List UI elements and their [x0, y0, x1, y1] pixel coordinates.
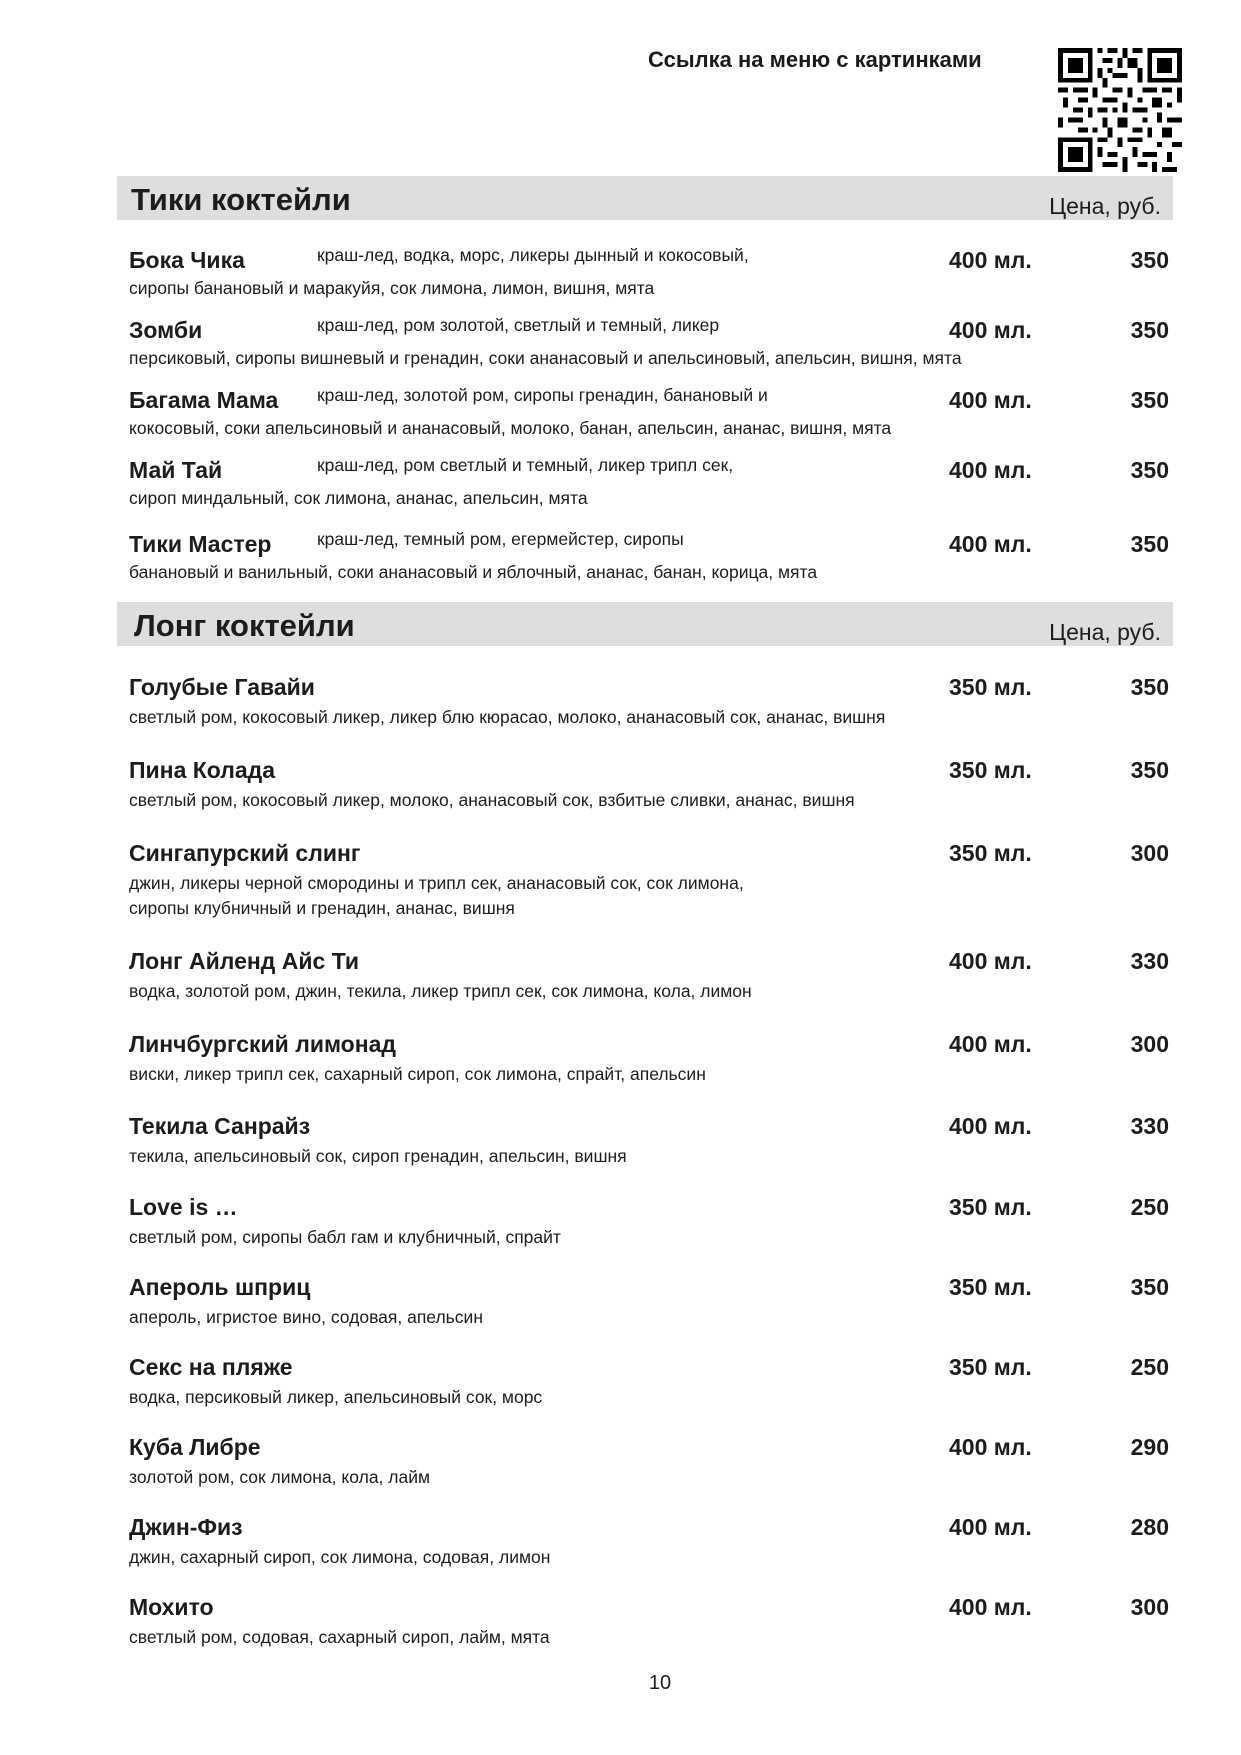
item-volume: 400 мл. — [949, 457, 1032, 483]
item-volume: 400 мл. — [949, 1031, 1032, 1057]
item-name: Май Тай — [129, 457, 223, 483]
item-description: текила, апельсиновый сок, сироп гренадин, апельсин, вишня — [129, 1146, 627, 1166]
item-description: краш-лед, ром золотой, светлый и темный, ликер — [317, 315, 720, 335]
price-column-header: Цена, руб. — [1049, 619, 1161, 645]
section-header-tiki — [117, 176, 1173, 220]
item-volume: 350 мл. — [949, 1274, 1032, 1300]
item-price: 250 — [1130, 1354, 1169, 1380]
item-price: 350 — [1130, 387, 1169, 413]
section-title: Тики коктейли — [131, 182, 351, 217]
qr-code-icon[interactable] — [1058, 48, 1182, 172]
item-volume: 350 мл. — [949, 674, 1032, 700]
item-price: 350 — [1130, 674, 1169, 700]
item-name: Пина Колада — [129, 757, 276, 783]
item-description: джин, ликеры черной смородины и трипл сек, ананасовый сок, сок лимона, сиропы клубничный и гренадин, ананас, вишня — [129, 873, 744, 918]
item-price: 350 — [1130, 317, 1169, 343]
item-description: краш-лед, водка, морс, ликеры дынный и кокосовый, — [317, 245, 749, 265]
item-price: 330 — [1130, 948, 1169, 974]
item-name: Сингапурский слинг — [129, 840, 361, 866]
item-price: 300 — [1130, 840, 1169, 866]
item-description: краш-лед, темный ром, егермейстер, сиропы — [317, 529, 684, 549]
item-name: Апероль шприц — [129, 1274, 311, 1300]
price-column-header: Цена, руб. — [1049, 193, 1161, 219]
item-volume: 350 мл. — [949, 1194, 1032, 1220]
item-description: светлый ром, кокосовый ликер, ликер блю кюрасао, молоко, ананасовый сок, ананас, вишня — [129, 707, 886, 727]
item-description: водка, персиковый ликер, апельсиновый сок, морс — [129, 1387, 543, 1407]
item-description: краш-лед, золотой ром, сиропы гренадин, банановый и — [317, 385, 768, 405]
item-name: Бока Чика — [129, 247, 245, 273]
section-title: Лонг коктейли — [134, 608, 355, 643]
item-volume: 400 мл. — [949, 948, 1032, 974]
item-name: Куба Либре — [129, 1434, 261, 1460]
item-price: 350 — [1130, 531, 1169, 557]
item-name: Лонг Айленд Айс Ти — [129, 948, 360, 974]
item-description: джин, сахарный сироп, сок лимона, содовая, лимон — [129, 1547, 551, 1567]
item-price: 350 — [1130, 757, 1169, 783]
item-volume: 400 мл. — [949, 387, 1032, 413]
item-name: Мохито — [129, 1594, 214, 1620]
item-description: персиковый, сиропы вишневый и гренадин, соки ананасовый и апельсиновый, апельсин, вишня, мята — [129, 348, 962, 368]
item-price: 350 — [1130, 1274, 1169, 1300]
item-price: 280 — [1130, 1514, 1169, 1540]
item-description: апероль, игристое вино, содовая, апельсин — [129, 1307, 483, 1327]
item-name: Текила Санрайз — [129, 1113, 311, 1139]
item-price: 300 — [1130, 1594, 1169, 1620]
item-volume: 400 мл. — [949, 247, 1032, 273]
item-volume: 400 мл. — [949, 1434, 1032, 1460]
item-name: Зомби — [129, 317, 203, 343]
item-price: 330 — [1130, 1113, 1169, 1139]
item-volume: 350 мл. — [949, 840, 1032, 866]
item-price: 350 — [1130, 247, 1169, 273]
item-description: банановый и ванильный, соки ананасовый и яблочный, ананас, банан, корица, мята — [129, 562, 818, 582]
item-price: 300 — [1130, 1031, 1169, 1057]
item-name: Секс на пляже — [129, 1354, 293, 1380]
qr-link-label: Ссылка на меню с картинками — [648, 47, 982, 72]
item-description: кокосовый, соки апельсиновый и ананасовый, молоко, банан, апельсин, ананас, вишня, мята — [129, 418, 892, 438]
item-description: краш-лед, ром светлый и темный, ликер трипл сек, — [317, 455, 734, 475]
item-description: сиропы банановый и маракуйя, сок лимона, лимон, вишня, мята — [129, 278, 655, 298]
item-name: Багама Мама — [129, 387, 279, 413]
item-name: Тики Мастер — [129, 531, 272, 557]
item-name: Love is … — [129, 1194, 238, 1220]
item-price: 350 — [1130, 457, 1169, 483]
item-description: виски, ликер трипл сек, сахарный сироп, сок лимона, спрайт, апельсин — [129, 1064, 706, 1084]
item-price: 290 — [1130, 1434, 1169, 1460]
item-description: светлый ром, кокосовый ликер, молоко, ананасовый сок, взбитые сливки, ананас, вишня — [129, 790, 855, 810]
item-volume: 350 мл. — [949, 757, 1032, 783]
item-name: Джин-Физ — [129, 1514, 243, 1540]
item-description: светлый ром, содовая, сахарный сироп, лайм, мята — [129, 1627, 550, 1647]
page-number: 10 — [648, 1672, 672, 1694]
item-volume: 400 мл. — [949, 1514, 1032, 1540]
item-description: водка, золотой ром, джин, текила, ликер трипл сек, сок лимона, кола, лимон — [129, 981, 752, 1001]
item-volume: 400 мл. — [949, 1113, 1032, 1139]
section-header-long — [117, 602, 1173, 646]
item-name: Голубые Гавайи — [129, 674, 315, 700]
item-volume: 400 мл. — [949, 531, 1032, 557]
item-price: 250 — [1130, 1194, 1169, 1220]
item-name: Линчбургский лимонад — [129, 1031, 397, 1057]
item-volume: 350 мл. — [949, 1354, 1032, 1380]
item-volume: 400 мл. — [949, 1594, 1032, 1620]
item-volume: 400 мл. — [949, 317, 1032, 343]
item-description: сироп миндальный, сок лимона, ананас, апельсин, мята — [129, 488, 588, 508]
item-description: светлый ром, сиропы бабл гам и клубничный, спрайт — [129, 1227, 561, 1247]
item-description: золотой ром, сок лимона, кола, лайм — [129, 1467, 431, 1487]
